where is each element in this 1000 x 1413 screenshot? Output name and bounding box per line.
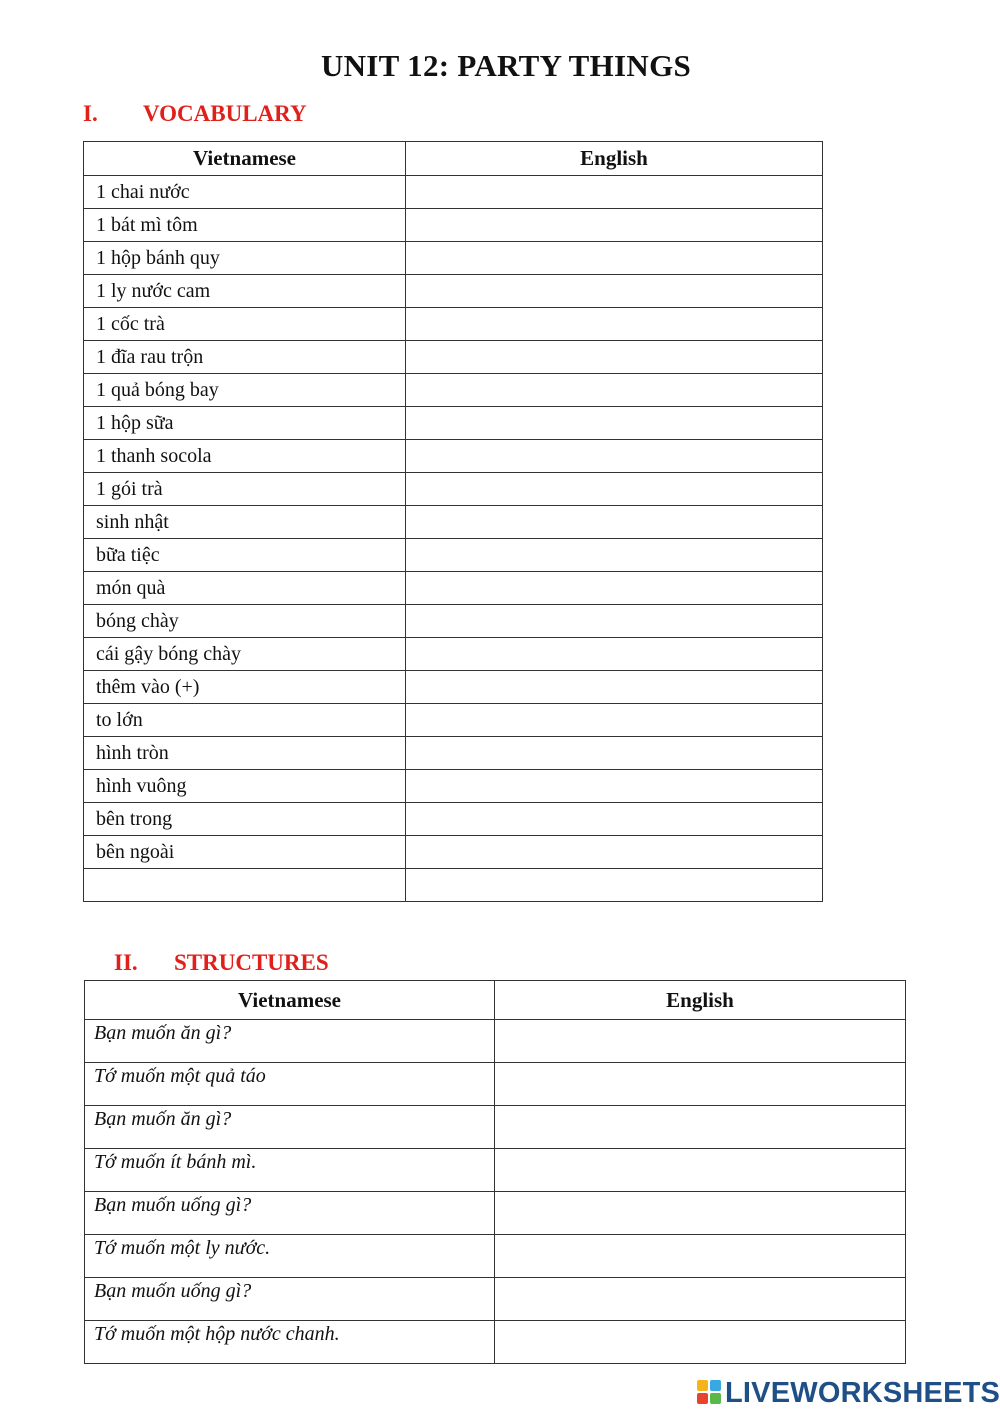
- vocab-english-answer-cell[interactable]: [406, 638, 823, 671]
- vocab-vietnamese-cell: bên trong: [84, 803, 406, 836]
- vocab-english-answer-cell[interactable]: [406, 704, 823, 737]
- structure-english-answer-cell[interactable]: [495, 1149, 906, 1192]
- header-vietnamese: Vietnamese: [84, 142, 406, 176]
- table-row: [84, 440, 823, 473]
- vocab-english-answer-cell[interactable]: [406, 209, 823, 242]
- vocab-vietnamese-cell: thêm vào (+): [84, 671, 406, 704]
- vocab-vietnamese-cell: 1 hộp sữa: [84, 407, 406, 440]
- structures-table: [84, 980, 906, 1364]
- vocab-english-answer-cell[interactable]: [406, 671, 823, 704]
- section-title: VOCABULARY: [143, 101, 307, 126]
- table-row: [84, 572, 823, 605]
- vocab-vietnamese-cell: 1 ly nước cam: [84, 275, 406, 308]
- vocab-vietnamese-cell: 1 chai nước: [84, 176, 406, 209]
- vocab-english-answer-cell[interactable]: [406, 176, 823, 209]
- table-row: [84, 209, 823, 242]
- vocab-vietnamese-cell: hình tròn: [84, 737, 406, 770]
- table-row: [84, 176, 823, 209]
- vocab-english-answer-cell[interactable]: [406, 308, 823, 341]
- table-row: [85, 1020, 906, 1063]
- logo-icon: [697, 1380, 723, 1406]
- vocab-vietnamese-cell: bên ngoài: [84, 836, 406, 869]
- vocab-english-answer-cell[interactable]: [406, 572, 823, 605]
- table-row: [84, 671, 823, 704]
- vocab-english-answer-cell[interactable]: [406, 737, 823, 770]
- vocab-vietnamese-cell: 1 đĩa rau trộn: [84, 341, 406, 374]
- vocab-english-answer-cell[interactable]: [406, 869, 823, 902]
- table-row: [85, 1235, 906, 1278]
- table-row: [85, 1149, 906, 1192]
- structure-english-answer-cell[interactable]: [495, 1321, 906, 1364]
- vocab-english-answer-cell[interactable]: [406, 473, 823, 506]
- vocab-english-answer-cell[interactable]: [406, 836, 823, 869]
- vocab-vietnamese-cell: 1 gói trà: [84, 473, 406, 506]
- section-structures-heading: [114, 950, 329, 976]
- table-row: [85, 1063, 906, 1106]
- table-row: [84, 407, 823, 440]
- vocab-vietnamese-cell: hình vuông: [84, 770, 406, 803]
- vocab-vietnamese-cell: 1 bát mì tôm: [84, 209, 406, 242]
- vocab-vietnamese-cell: bóng chày: [84, 605, 406, 638]
- section-number: I.: [83, 101, 98, 126]
- structure-english-answer-cell[interactable]: [495, 1106, 906, 1149]
- vocab-english-answer-cell[interactable]: [406, 539, 823, 572]
- structure-english-answer-cell[interactable]: [495, 1192, 906, 1235]
- table-row: [85, 1321, 906, 1364]
- table-row: [84, 473, 823, 506]
- structure-english-answer-cell[interactable]: [495, 1063, 906, 1106]
- vocab-vietnamese-cell: bữa tiệc: [84, 539, 406, 572]
- structure-english-answer-cell[interactable]: [495, 1278, 906, 1321]
- table-row: [84, 704, 823, 737]
- table-row: [84, 506, 823, 539]
- liveworksheets-logo: [697, 1378, 1000, 1408]
- page-title: UNIT 12: PARTY THINGS: [320, 48, 692, 83]
- table-row: [84, 836, 823, 869]
- table-row: [84, 242, 823, 275]
- vocab-english-answer-cell[interactable]: [406, 605, 823, 638]
- structure-vietnamese-cell: Bạn muốn uống gì?: [85, 1278, 495, 1321]
- vocab-vietnamese-cell: to lớn: [84, 704, 406, 737]
- vocab-vietnamese-cell: 1 hộp bánh quy: [84, 242, 406, 275]
- vocab-vietnamese-cell: [84, 869, 406, 902]
- vocab-vietnamese-cell: sinh nhật: [84, 506, 406, 539]
- section-vocabulary-heading: [83, 101, 307, 127]
- structure-vietnamese-cell: Tớ muốn một ly nước.: [85, 1235, 495, 1278]
- table-row: [84, 539, 823, 572]
- vocab-english-answer-cell[interactable]: [406, 506, 823, 539]
- table-header-row: [84, 142, 823, 176]
- table-header-row: [85, 981, 906, 1020]
- header-english: English: [495, 981, 906, 1020]
- table-row: [84, 869, 823, 902]
- section-title: STRUCTURES: [174, 950, 329, 975]
- table-row: [84, 275, 823, 308]
- table-row: [85, 1278, 906, 1321]
- vocab-english-answer-cell[interactable]: [406, 341, 823, 374]
- vocab-vietnamese-cell: 1 quả bóng bay: [84, 374, 406, 407]
- section-number: II.: [114, 950, 138, 975]
- table-row: [85, 1106, 906, 1149]
- structure-vietnamese-cell: Tớ muốn một hộp nước chanh.: [85, 1321, 495, 1364]
- vocab-vietnamese-cell: món quà: [84, 572, 406, 605]
- table-row: [84, 803, 823, 836]
- table-row: [84, 605, 823, 638]
- structure-vietnamese-cell: Bạn muốn ăn gì?: [85, 1020, 495, 1063]
- vocab-english-answer-cell[interactable]: [406, 374, 823, 407]
- table-row: [84, 341, 823, 374]
- vocab-vietnamese-cell: 1 thanh socola: [84, 440, 406, 473]
- table-row: [84, 638, 823, 671]
- vocab-english-answer-cell[interactable]: [406, 440, 823, 473]
- vocab-vietnamese-cell: 1 cốc trà: [84, 308, 406, 341]
- structure-vietnamese-cell: Bạn muốn uống gì?: [85, 1192, 495, 1235]
- brand-name: LIVEWORKSHEETS: [725, 1376, 1000, 1409]
- vocab-english-answer-cell[interactable]: [406, 407, 823, 440]
- vocab-english-answer-cell[interactable]: [406, 242, 823, 275]
- structure-vietnamese-cell: Tớ muốn một quả táo: [85, 1063, 495, 1106]
- vocab-english-answer-cell[interactable]: [406, 803, 823, 836]
- header-english: English: [406, 142, 823, 176]
- vocab-english-answer-cell[interactable]: [406, 275, 823, 308]
- vocabulary-table: [83, 141, 823, 902]
- table-row: [84, 737, 823, 770]
- structure-vietnamese-cell: Bạn muốn ăn gì?: [85, 1106, 495, 1149]
- table-row: [85, 1192, 906, 1235]
- structure-english-answer-cell[interactable]: [495, 1020, 906, 1063]
- header-vietnamese: Vietnamese: [85, 981, 495, 1020]
- vocab-vietnamese-cell: cái gậy bóng chày: [84, 638, 406, 671]
- vocab-english-answer-cell[interactable]: [406, 770, 823, 803]
- structure-vietnamese-cell: Tớ muốn ít bánh mì.: [85, 1149, 495, 1192]
- structure-english-answer-cell[interactable]: [495, 1235, 906, 1278]
- table-row: [84, 308, 823, 341]
- table-row: [84, 770, 823, 803]
- table-row: [84, 374, 823, 407]
